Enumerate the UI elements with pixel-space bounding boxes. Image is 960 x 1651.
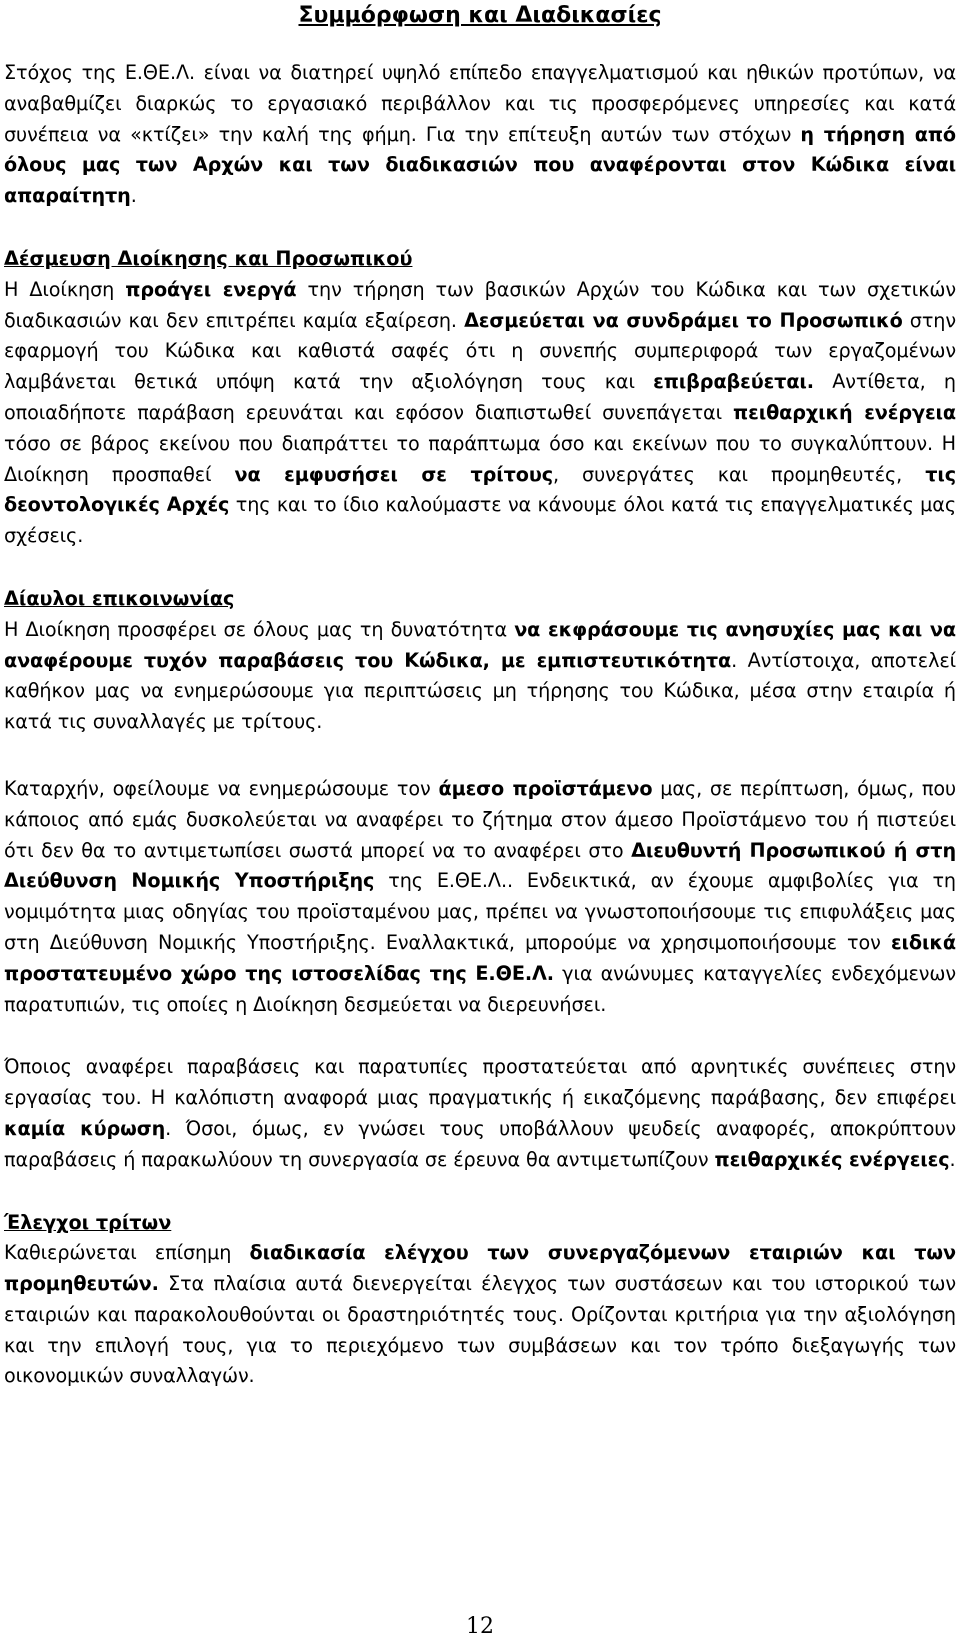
spacer [4, 212, 956, 244]
bold-run: πειθαρχική ενέργεια [733, 400, 956, 424]
text-run: τόσο σε βάρος εκείνου που διαπράττει το παράπτωμα όσο και εκείνων που το συγκαλύπτουν. Η Διοίκηση προσπαθεί [4, 431, 956, 486]
bold-run: Διευθυντή Προσωπικού ή στη Διεύθυνση Νομικής Υποστήριξης [4, 838, 957, 893]
bold-run: ειδικά προστατευμένο χώρο της ιστοσελίδας της Ε.ΘΕ.Λ. [4, 930, 956, 985]
spacer [4, 1020, 956, 1052]
text-run: , συνεργάτες και προμηθευτές, [552, 462, 926, 486]
text-run: Αντίθετα, η οποιαδήποτε παράβαση ερευνάται και εφόσον διαπιστωθεί συνεπάγεται [4, 370, 956, 424]
bold-run: καμία κύρωση [4, 1116, 166, 1140]
section-heading-commitment: Δέσμευση Διοίκησης και Προσωπικού [4, 246, 413, 270]
bold-run: πειθαρχικές ενέργειες [714, 1147, 950, 1171]
bold-run: τις δεοντολογικές Αρχές [4, 462, 956, 517]
text-run: Η Διοίκηση [4, 277, 126, 301]
protection-paragraph [4, 1052, 956, 1175]
bold-run: η τήρηση από όλους μας των Αρχών και των διαδικασιών που αναφέρονται στον Κώδικα είναι απαραίτητη [4, 122, 956, 208]
text-run: της και το ίδιο καλούμαστε να κάνουμε όλοι κατά τις επαγγελματικές μας σχέσεις. [4, 493, 956, 548]
spacer [4, 552, 956, 584]
document-page [4, 0, 956, 1392]
section-heading-channels: Δίαυλοι επικοινωνίας [4, 586, 235, 610]
text-run: Καταρχήν, οφείλουμε να ενημερώσουμε τον [4, 776, 439, 800]
bold-run: προάγει ενεργά [125, 277, 297, 301]
intro-paragraph [4, 58, 956, 212]
bold-run: επιβραβεύεται. [653, 370, 814, 394]
bold-run: άμεσο προϊστάμενο [438, 776, 653, 800]
page-number: 12 [466, 1614, 494, 1639]
text-run: Στόχος της Ε.ΘΕ.Λ. είναι να διατηρεί υψηλό επίπεδο επαγγελματισμού και ηθικών προτύπων, να αναβαθμίζει διαρκώς το εργασιακό περιβάλλον και τις προσφερόμενες υπηρεσίες και κατά συνέπεια να «κτίζει» την καλή της φήμη. Για την επίτευξη αυτών των στόχων [4, 61, 956, 146]
text-run: την τήρηση των βασικών Αρχών του Κώδικα και των σχετικών διαδικασιών και δεν επιτρέπει καμία εξαίρεση. [4, 277, 956, 332]
text-run: . [130, 184, 137, 208]
text-run: της Ε.ΘΕ.Λ.. Ενδεικτικά, αν έχουμε αμφιβολίες για τη νομιμότητα μιας οδηγίας του προϊσταμένου μας, πρέπει να γνωστοποιήσουμε τις επιφυλάξεις μας στη Διεύθυνση Νομικής Υποστήριξης. Εναλλακτικά, μπορούμε να χρησιμοποιήσουμε τον [4, 869, 956, 954]
text-run: για ανώνυμες καταγγελίες ενδεχόμενων παρατυπιών, τις οποίες η Διοίκηση δεσμεύεται να διερευνήσει. [4, 961, 956, 1016]
third-party-paragraph [4, 1238, 956, 1392]
text-run: . Αντίστοιχα, αποτελεί καθήκον μας να ενημερώσουμε για περιπτώσεις μη τήρησης του Κώδικα, μέσα στην εταιρία ή κατά τις συναλλαγές με τρίτους. [4, 648, 956, 734]
bold-run: διαδικασία ελέγχου των συνεργαζόμενων εταιριών και των προμηθευτών. [4, 1241, 956, 1296]
page-title: Συμμόρφωση και Διαδικασίες [298, 3, 662, 28]
text-run: . [949, 1147, 956, 1171]
text-run: μας, σε περίπτωση, όμως, που κάποιος από εμάς δυσκολεύεται να αναφέρει το ζήτημα στον άμεσο Προϊστάμενο του ή πιστεύει ότι δεν θα το αντιμετωπίσει σωστά μπορεί να το αναφέρει στο [4, 776, 956, 862]
text-run: Καθιερώνεται επίσημη [4, 1241, 250, 1265]
bold-run: Δεσμεύεται να συνδράμει το Προσωπικό [464, 308, 903, 332]
text-run: Η Διοίκηση προσφέρει σε όλους μας τη δυνατότητα [4, 617, 515, 641]
bold-run: να εμφυσήσει σε τρίτους [234, 462, 553, 486]
spacer [4, 738, 956, 774]
section-heading-third-party: Έλεγχοι τρίτων [4, 1210, 172, 1234]
text-run: Στα πλαίσια αυτά διενεργείται έλεγχος των συστάσεων και του ιστορικού των εταιριών και παρακολουθούνται οι δραστηριότητές τους. Ορίζονται κριτήρια για την αξιολόγηση και την επιλογή τους, για το περιεχόμενο των συμβάσεων και τον τρόπο διεξαγωγής των οικονομικών συναλλαγών. [4, 1272, 956, 1388]
bold-run: να εκφράσουμε τις ανησυχίες μας και να αναφέρουμε τυχόν παραβάσεις του Κώδικα, με εμπιστευτικότητα [4, 617, 956, 672]
channels-paragraph [4, 615, 956, 738]
text-run: στην εφαρμογή του Κώδικα και καθιστά σαφές ότι η συνεπής συμπεριφορά των εργαζομένων λαμβάνεται θετικά υπόψη κατά την αξιολόγηση τους και [4, 308, 956, 394]
spacer [4, 1176, 956, 1208]
commitment-paragraph [4, 275, 956, 552]
text-run: . Όσοι, όμως, εν γνώσει τους υποβάλλουν ψευδείς αναφορές, αποκρύπτουν παραβάσεις ή παρακωλύουν τη συνεργασία σε έρευνα θα αντιμετωπίζουν [4, 1116, 956, 1171]
reporting-paragraph [4, 774, 956, 1020]
text-run: Όποιος αναφέρει παραβάσεις και παρατυπίες προστατεύεται από αρνητικές συνέπειες στην εργασίας του. Η καλόπιστη αναφορά μιας πραγματικής ή εικαζόμενης παράβασης, δεν επιφέρει [4, 1055, 956, 1110]
